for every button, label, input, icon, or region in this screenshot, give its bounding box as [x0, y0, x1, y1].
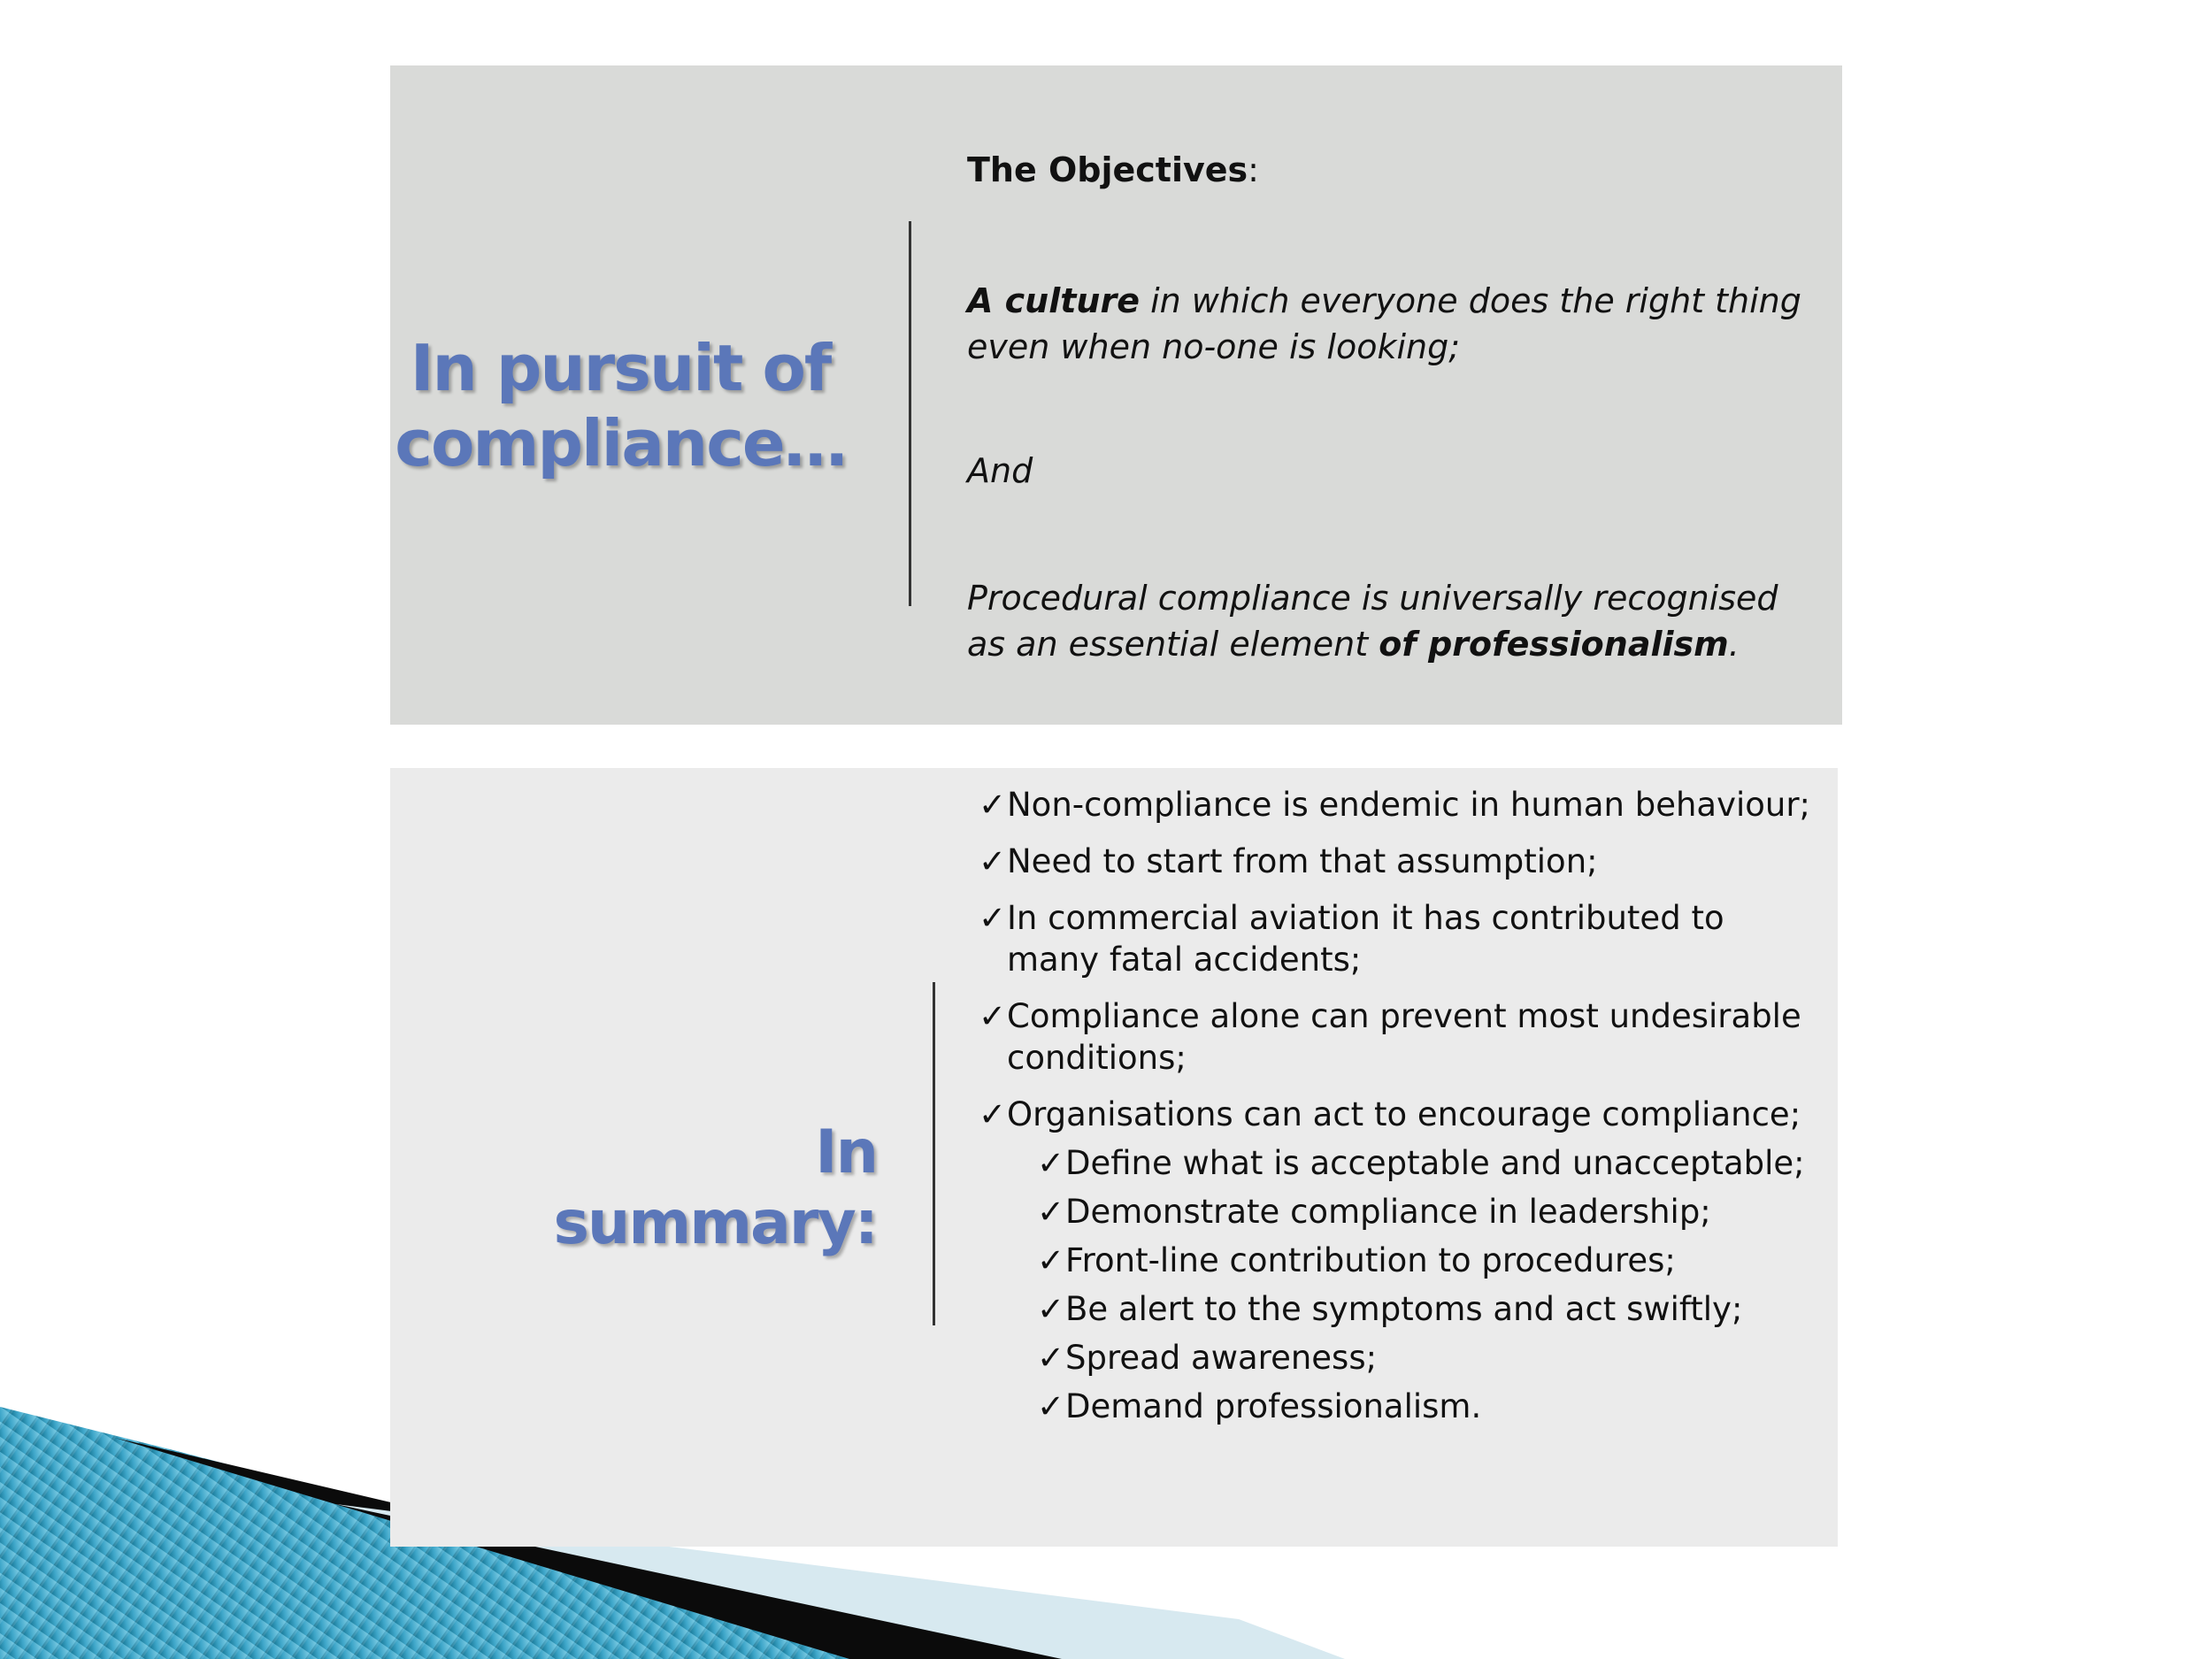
- summary-list: [979, 784, 1819, 1434]
- checkmark-icon: ✓: [979, 997, 1007, 1035]
- summary-item-text: Organisations can act to encourage compliance;: [1007, 1095, 1801, 1133]
- objective-procedural: [967, 575, 1816, 667]
- checkmark-icon: ✓: [1037, 1290, 1065, 1328]
- summary-item: [979, 784, 1819, 826]
- vertical-divider: [909, 221, 911, 606]
- summary-item: [979, 841, 1819, 882]
- objectives-panel: [390, 65, 1842, 725]
- checkmark-icon: ✓: [979, 899, 1007, 937]
- summary-sub-item: [1037, 1142, 1819, 1184]
- summary-sub-item: [1037, 1191, 1819, 1233]
- summary-sub-item-text: Demand professionalism.: [1065, 1387, 1482, 1425]
- checkmark-icon: ✓: [979, 1095, 1007, 1133]
- summary-sub-item-text: Demonstrate compliance in leadership;: [1065, 1193, 1711, 1231]
- summary-item: [979, 995, 1819, 1079]
- checkmark-icon: ✓: [979, 786, 1007, 824]
- summary-item-text: Non-compliance is endemic in human behaviour;: [1007, 786, 1811, 824]
- summary-item: [979, 1094, 1819, 1135]
- objectives-title: [967, 147, 1816, 193]
- panel-heading-summary: In summary:: [553, 1118, 877, 1259]
- summary-sub-item: [1037, 1240, 1819, 1281]
- heading-line-2: compliance…: [395, 405, 846, 480]
- checkmark-icon: ✓: [979, 842, 1007, 880]
- summary-panel: [390, 768, 1838, 1547]
- objectives-label: The Objectives: [967, 150, 1248, 189]
- checkmark-icon: ✓: [1037, 1144, 1065, 1182]
- summary-item-text: Need to start from that assumption;: [1007, 842, 1598, 880]
- objectives-colon: :: [1248, 150, 1259, 189]
- summary-sub-item-text: Define what is acceptable and unacceptable;: [1065, 1144, 1805, 1182]
- summary-sub-item-text: Be alert to the symptoms and act swiftly;: [1065, 1290, 1743, 1328]
- summary-item: [979, 897, 1819, 980]
- summary-sub-item: [1037, 1288, 1819, 1330]
- culture-bold-text: A culture: [967, 281, 1140, 320]
- procedural-end: .: [1728, 625, 1740, 664]
- summary-item-text: Compliance alone can prevent most undesirable conditions;: [1007, 997, 1801, 1077]
- checkmark-icon: ✓: [1037, 1193, 1065, 1231]
- summary-sub-item-text: Front-line contribution to procedures;: [1065, 1241, 1676, 1279]
- checkmark-icon: ✓: [1037, 1387, 1065, 1425]
- heading-line-1: In pursuit of: [410, 331, 831, 405]
- checkmark-icon: ✓: [1037, 1241, 1065, 1279]
- checkmark-icon: ✓: [1037, 1339, 1065, 1377]
- culture-text: in which everyone does the right thing even when no-one is looking;: [967, 281, 1801, 366]
- objective-and: And: [967, 451, 1033, 490]
- objective-culture: [967, 278, 1816, 370]
- summary-item-text: In commercial aviation it has contributed to many fatal accidents;: [1007, 899, 1724, 979]
- summary-sub-item-text: Spread awareness;: [1065, 1339, 1378, 1377]
- summary-sub-item: [1037, 1337, 1819, 1379]
- panel-heading-pursuit: [390, 331, 850, 481]
- procedural-bold-text: of professionalism: [1379, 625, 1729, 664]
- summary-sub-item: [1037, 1386, 1819, 1427]
- procedural-text: Procedural compliance is universally recognised as an essential element: [967, 579, 1778, 664]
- vertical-divider: [933, 982, 935, 1325]
